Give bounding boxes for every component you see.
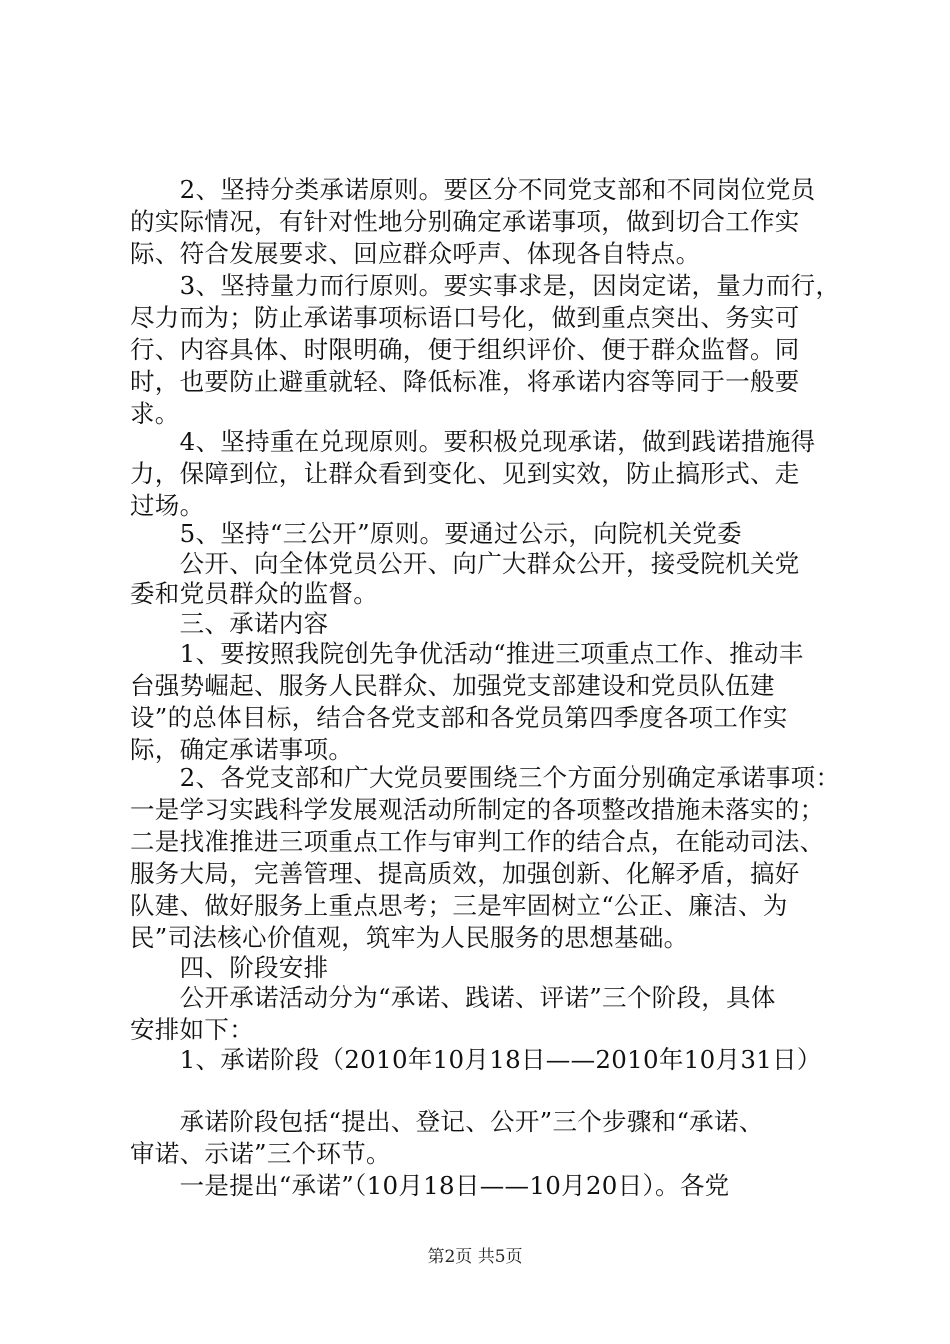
- text-line: 民”司法核心价值观，筑牢为人民服务的思想基础。: [130, 923, 689, 952]
- text-line: 2、各党支部和广大党员要围绕三个方面分别确定承诺事项：: [130, 763, 841, 792]
- text-line: 4、坚持重在兑现原则。要积极兑现承诺，做到践诺措施得: [130, 427, 816, 456]
- text-line: 际、符合发展要求、回应群众呼声、体现各自特点。: [130, 239, 701, 268]
- text-line: 公开、向全体党员公开、向广大群众公开，接受院机关党: [130, 549, 800, 578]
- text-line: 行、内容具体、时限明确，便于组织评价、便于群众监督。同: [130, 335, 800, 364]
- text-line: 一是学习实践科学发展观活动所制定的各项整改措施未落实的；: [130, 795, 825, 824]
- text-line: 审诺、示诺”三个环节。: [130, 1139, 391, 1168]
- text-line: 承诺阶段包括“提出、登记、公开”三个步骤和“承诺、: [130, 1107, 764, 1136]
- text-line: 设”的总体目标，结合各党支部和各党员第四季度各项工作实: [130, 703, 788, 732]
- text-line: 安排如下：: [130, 1015, 254, 1044]
- text-line: 5、坚持“三公开”原则。要通过公示，向院机关党委: [130, 519, 742, 548]
- text-line: 1、承诺阶段（2010年10月18日——2010年10月31日）: [130, 1045, 822, 1074]
- text-line: 求。: [130, 399, 180, 428]
- text-line: 2、坚持分类承诺原则。要区分不同党支部和不同岗位党员: [130, 175, 816, 204]
- section-heading: 四、阶段安排: [130, 953, 329, 982]
- text-line: 时，也要防止避重就轻、降低标准，将承诺内容等同于一般要: [130, 367, 800, 396]
- text-line: 3、坚持量力而行原则。要实事求是，因岗定诺，量力而行，: [130, 271, 841, 300]
- text-line: 一是提出“承诺”（10月18日——10月20日）。各党: [130, 1171, 730, 1200]
- text-line: 服务大局，完善管理、提高质效，加强创新、化解矛盾，搞好: [130, 859, 800, 888]
- section-heading: 三、承诺内容: [130, 609, 329, 638]
- text-line: 1、要按照我院创先争优活动“推进三项重点工作、推动丰: [130, 639, 804, 668]
- text-line: 过场。: [130, 491, 205, 520]
- text-line: 委和党员群众的监督。: [130, 579, 378, 608]
- text-line: 尽力而为；防止承诺事项标语口号化，做到重点突出、务实可: [130, 303, 800, 332]
- text-line: 公开承诺活动分为“承诺、践诺、评诺”三个阶段，具体: [130, 983, 776, 1012]
- text-line: 的实际情况，有针对性地分别确定承诺事项，做到切合工作实: [130, 207, 800, 236]
- text-line: 队建、做好服务上重点思考；三是牢固树立“公正、廉洁、为: [130, 891, 788, 920]
- text-line: 二是找准推进三项重点工作与审判工作的结合点，在能动司法、: [130, 827, 825, 856]
- text-line: 际，确定承诺事项。: [130, 735, 354, 764]
- text-line: 力，保障到位，让群众看到变化、见到实效，防止搞形式、走: [130, 459, 800, 488]
- page-footer: 第2页 共5页: [427, 1247, 523, 1267]
- text-line: 台强势崛起、服务人民群众、加强党支部建设和党员队伍建: [130, 671, 775, 700]
